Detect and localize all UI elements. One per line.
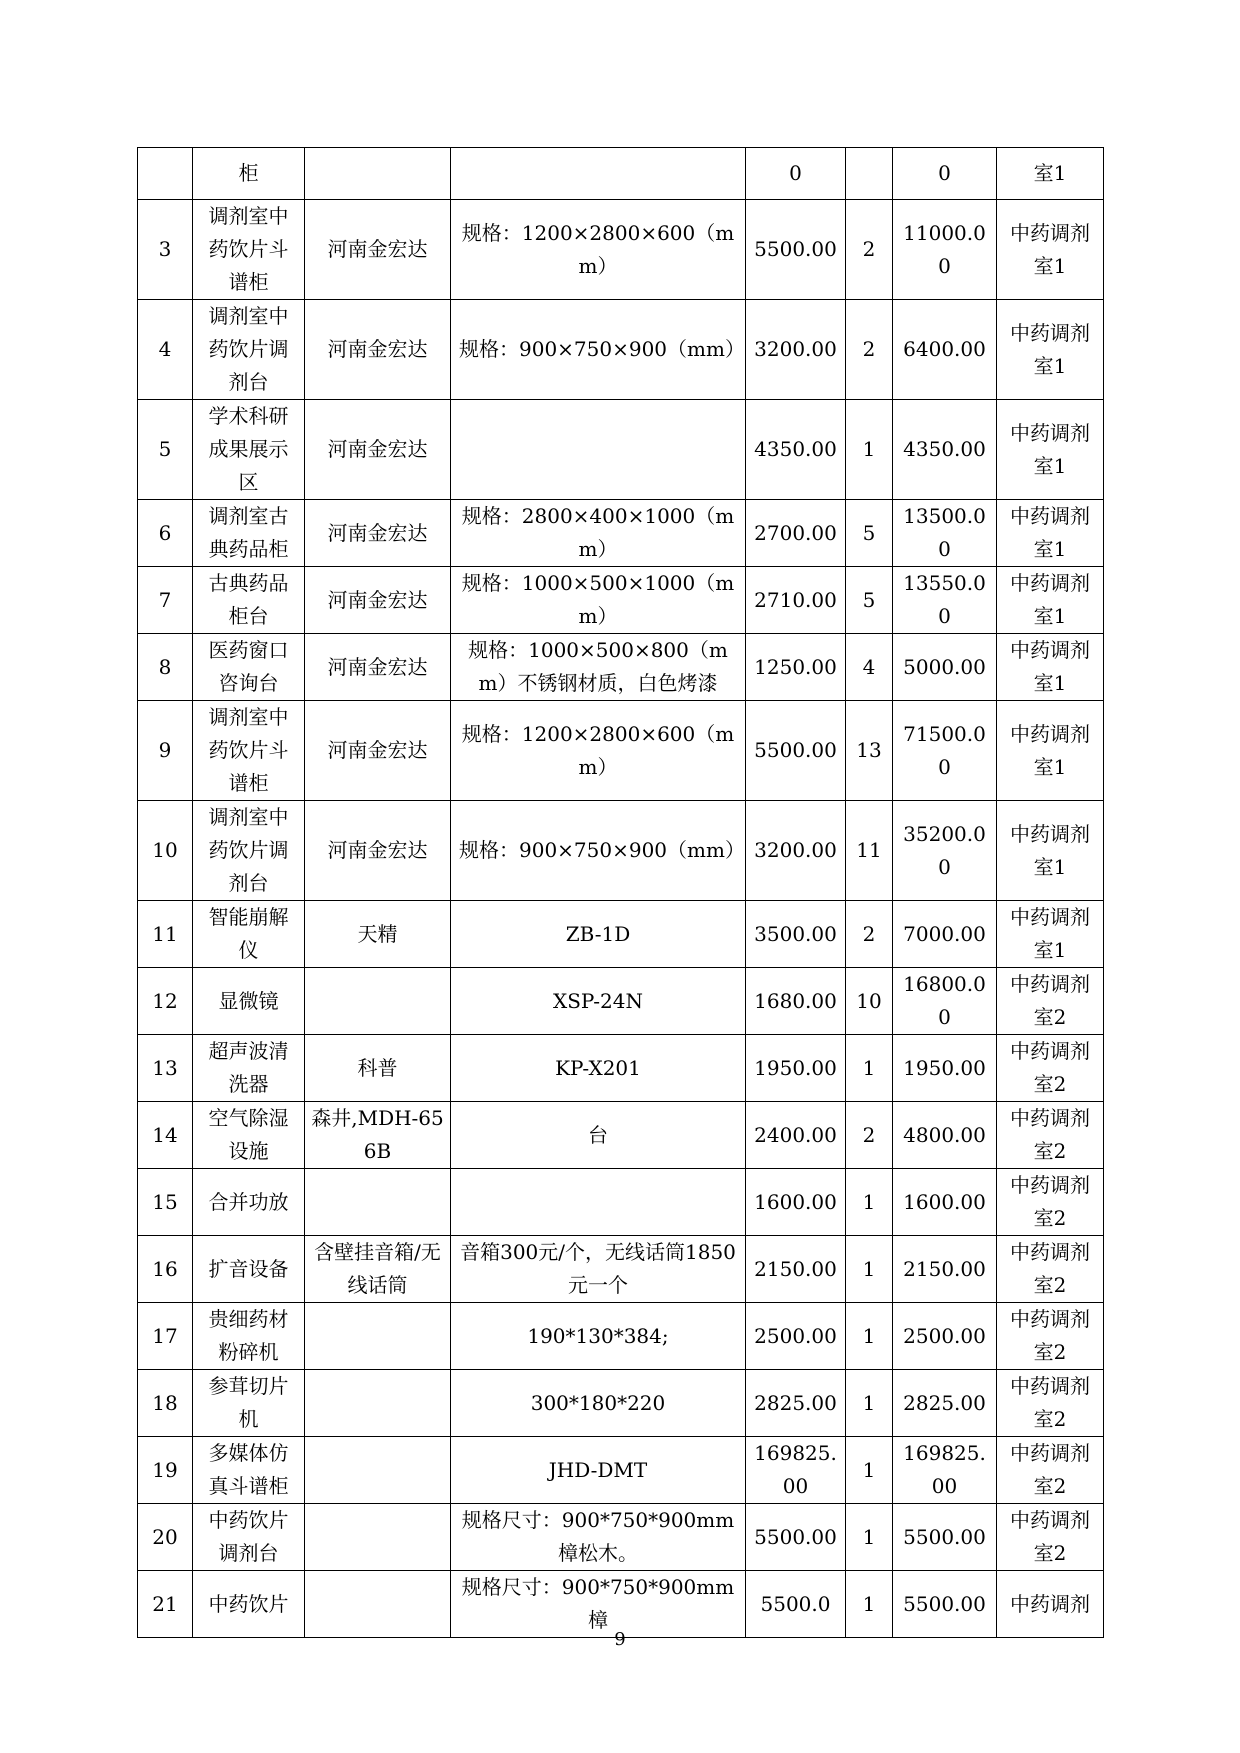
- page-number: 9: [614, 1629, 626, 1650]
- cell-total: 4350.00: [893, 400, 997, 500]
- cell-unit-price: 1600.00: [746, 1169, 846, 1236]
- cell-no: 6: [138, 500, 193, 567]
- cell-brand: [305, 1303, 451, 1370]
- cell-spec: 规格：1000×500×800（mm）不锈钢材质，白色烤漆: [451, 634, 746, 701]
- table-row: [138, 1370, 1104, 1437]
- cell-name: 调剂室中药饮片调剂台: [193, 300, 305, 400]
- cell-quantity: 13: [846, 701, 893, 801]
- cell-no: 14: [138, 1102, 193, 1169]
- cell-total: 16800.00: [893, 968, 997, 1035]
- cell-location: 中药调剂室1: [997, 901, 1104, 968]
- cell-name: 贵细药材粉碎机: [193, 1303, 305, 1370]
- cell-name: 柜: [193, 148, 305, 200]
- cell-no: 8: [138, 634, 193, 701]
- table-row: [138, 1437, 1104, 1504]
- cell-no: 9: [138, 701, 193, 801]
- cell-no: 12: [138, 968, 193, 1035]
- cell-name: 调剂室中药饮片调剂台: [193, 801, 305, 901]
- cell-location: 中药调剂室1: [997, 200, 1104, 300]
- cell-no: 16: [138, 1236, 193, 1303]
- cell-brand: [305, 968, 451, 1035]
- cell-spec: 规格：2800×400×1000（mm）: [451, 500, 746, 567]
- cell-name: 学术科研成果展示区: [193, 400, 305, 500]
- cell-no: 20: [138, 1504, 193, 1571]
- cell-name: 调剂室中药饮片斗谱柜: [193, 701, 305, 801]
- cell-spec: 规格尺寸：900*750*900mm 樟松木。: [451, 1504, 746, 1571]
- cell-name: 调剂室古典药品柜: [193, 500, 305, 567]
- cell-location: 中药调剂室1: [997, 634, 1104, 701]
- cell-unit-price: 5500.00: [746, 701, 846, 801]
- cell-brand: 河南金宏达: [305, 801, 451, 901]
- cell-location: 中药调剂: [997, 1571, 1104, 1638]
- cell-unit-price: 2150.00: [746, 1236, 846, 1303]
- cell-name: 多媒体仿真斗谱柜: [193, 1437, 305, 1504]
- cell-brand: 河南金宏达: [305, 200, 451, 300]
- cell-brand: 河南金宏达: [305, 701, 451, 801]
- cell-location: 室1: [997, 148, 1104, 200]
- cell-unit-price: 5500.00: [746, 200, 846, 300]
- cell-quantity: 1: [846, 1169, 893, 1236]
- table-row: [138, 1169, 1104, 1236]
- cell-spec: [451, 400, 746, 500]
- cell-total: 13550.00: [893, 567, 997, 634]
- cell-brand: 含壁挂音箱/无线话筒: [305, 1236, 451, 1303]
- cell-spec: 台: [451, 1102, 746, 1169]
- table-row: [138, 1035, 1104, 1102]
- cell-location: 中药调剂室2: [997, 1437, 1104, 1504]
- cell-brand: 森井,MDH-656B: [305, 1102, 451, 1169]
- cell-name: 参茸切片机: [193, 1370, 305, 1437]
- cell-quantity: 2: [846, 901, 893, 968]
- table-row: [138, 1504, 1104, 1571]
- cell-no: 11: [138, 901, 193, 968]
- cell-total: 2825.00: [893, 1370, 997, 1437]
- cell-quantity: 4: [846, 634, 893, 701]
- cell-spec: 规格：900×750×900（mm）: [451, 300, 746, 400]
- cell-spec: [451, 148, 746, 200]
- cell-name: 显微镜: [193, 968, 305, 1035]
- cell-location: 中药调剂室2: [997, 1370, 1104, 1437]
- cell-quantity: 2: [846, 300, 893, 400]
- cell-total: 7000.00: [893, 901, 997, 968]
- cell-no: 4: [138, 300, 193, 400]
- cell-unit-price: 2700.00: [746, 500, 846, 567]
- cell-unit-price: 5500.00: [746, 1504, 846, 1571]
- table-row: [138, 400, 1104, 500]
- cell-quantity: 1: [846, 1303, 893, 1370]
- cell-no: [138, 148, 193, 200]
- cell-brand: [305, 1370, 451, 1437]
- cell-name: 空气除湿设施: [193, 1102, 305, 1169]
- table-row: [138, 1236, 1104, 1303]
- cell-total: 5000.00: [893, 634, 997, 701]
- cell-spec: 规格：900×750×900（mm）: [451, 801, 746, 901]
- cell-brand: 河南金宏达: [305, 400, 451, 500]
- cell-no: 19: [138, 1437, 193, 1504]
- cell-unit-price: 2400.00: [746, 1102, 846, 1169]
- cell-name: 古典药品柜台: [193, 567, 305, 634]
- cell-unit-price: 2710.00: [746, 567, 846, 634]
- cell-unit-price: 4350.00: [746, 400, 846, 500]
- cell-quantity: 1: [846, 1504, 893, 1571]
- cell-spec: ZB-1D: [451, 901, 746, 968]
- cell-brand: 河南金宏达: [305, 300, 451, 400]
- cell-no: 21: [138, 1571, 193, 1638]
- cell-name: 医药窗口咨询台: [193, 634, 305, 701]
- table-row: [138, 567, 1104, 634]
- cell-spec: XSP-24N: [451, 968, 746, 1035]
- cell-total: 6400.00: [893, 300, 997, 400]
- cell-name: 超声波清洗器: [193, 1035, 305, 1102]
- cell-quantity: 5: [846, 567, 893, 634]
- cell-brand: [305, 1437, 451, 1504]
- cell-quantity: 2: [846, 1102, 893, 1169]
- table-row: [138, 1303, 1104, 1370]
- cell-unit-price: 3200.00: [746, 801, 846, 901]
- cell-brand: 科普: [305, 1035, 451, 1102]
- cell-total: 5500.00: [893, 1504, 997, 1571]
- cell-total: 35200.00: [893, 801, 997, 901]
- table-row: [138, 500, 1104, 567]
- cell-quantity: 2: [846, 200, 893, 300]
- cell-no: 5: [138, 400, 193, 500]
- cell-total: 5500.00: [893, 1571, 997, 1638]
- cell-location: 中药调剂室2: [997, 968, 1104, 1035]
- cell-brand: 河南金宏达: [305, 567, 451, 634]
- cell-no: 13: [138, 1035, 193, 1102]
- cell-location: 中药调剂室1: [997, 801, 1104, 901]
- cell-name: 智能崩解仪: [193, 901, 305, 968]
- cell-no: 3: [138, 200, 193, 300]
- cell-location: 中药调剂室1: [997, 500, 1104, 567]
- table-row: [138, 300, 1104, 400]
- cell-spec: 规格尺寸：900*750*900mm 樟: [451, 1571, 746, 1638]
- cell-quantity: 11: [846, 801, 893, 901]
- cell-spec: 300*180*220: [451, 1370, 746, 1437]
- cell-quantity: 1: [846, 1236, 893, 1303]
- cell-total: 2150.00: [893, 1236, 997, 1303]
- table-row: [138, 634, 1104, 701]
- cell-spec: [451, 1169, 746, 1236]
- cell-unit-price: 3200.00: [746, 300, 846, 400]
- cell-spec: KP-X201: [451, 1035, 746, 1102]
- cell-location: 中药调剂室2: [997, 1504, 1104, 1571]
- cell-location: 中药调剂室2: [997, 1236, 1104, 1303]
- cell-unit-price: 2825.00: [746, 1370, 846, 1437]
- cell-unit-price: 5500.0: [746, 1571, 846, 1638]
- cell-quantity: 1: [846, 1370, 893, 1437]
- table-row: [138, 701, 1104, 801]
- table-row: [138, 1102, 1104, 1169]
- cell-spec: 音箱300元/个，无线话筒1850元一个: [451, 1236, 746, 1303]
- cell-name: 中药饮片: [193, 1571, 305, 1638]
- cell-spec: 规格：1200×2800×600（mm）: [451, 701, 746, 801]
- cell-total: 1950.00: [893, 1035, 997, 1102]
- table-row: [138, 148, 1104, 200]
- cell-name: 调剂室中药饮片斗谱柜: [193, 200, 305, 300]
- equipment-table: [137, 147, 1104, 1638]
- cell-brand: [305, 1504, 451, 1571]
- cell-name: 扩音设备: [193, 1236, 305, 1303]
- cell-spec: 规格：1000×500×1000（mm）: [451, 567, 746, 634]
- cell-spec: 190*130*384;: [451, 1303, 746, 1370]
- cell-unit-price: 169825.00: [746, 1437, 846, 1504]
- cell-quantity: 1: [846, 1035, 893, 1102]
- cell-quantity: 10: [846, 968, 893, 1035]
- cell-total: 1600.00: [893, 1169, 997, 1236]
- cell-no: 17: [138, 1303, 193, 1370]
- cell-name: 合并功放: [193, 1169, 305, 1236]
- cell-brand: 天精: [305, 901, 451, 968]
- table-body: [138, 148, 1104, 1638]
- cell-no: 10: [138, 801, 193, 901]
- cell-total: 2500.00: [893, 1303, 997, 1370]
- cell-total: 11000.00: [893, 200, 997, 300]
- cell-unit-price: 1680.00: [746, 968, 846, 1035]
- cell-total: 0: [893, 148, 997, 200]
- cell-location: 中药调剂室1: [997, 400, 1104, 500]
- cell-name: 中药饮片调剂台: [193, 1504, 305, 1571]
- cell-unit-price: 1250.00: [746, 634, 846, 701]
- cell-total: 13500.00: [893, 500, 997, 567]
- cell-location: 中药调剂室1: [997, 701, 1104, 801]
- cell-location: 中药调剂室2: [997, 1169, 1104, 1236]
- cell-no: 7: [138, 567, 193, 634]
- cell-quantity: [846, 148, 893, 200]
- table-row: [138, 968, 1104, 1035]
- cell-quantity: 1: [846, 1571, 893, 1638]
- cell-location: 中药调剂室2: [997, 1303, 1104, 1370]
- cell-unit-price: 1950.00: [746, 1035, 846, 1102]
- cell-no: 18: [138, 1370, 193, 1437]
- cell-unit-price: 0: [746, 148, 846, 200]
- cell-unit-price: 2500.00: [746, 1303, 846, 1370]
- cell-location: 中药调剂室1: [997, 300, 1104, 400]
- cell-brand: 河南金宏达: [305, 634, 451, 701]
- cell-brand: [305, 148, 451, 200]
- table-row: [138, 801, 1104, 901]
- cell-spec: JHD-DMT: [451, 1437, 746, 1504]
- cell-quantity: 5: [846, 500, 893, 567]
- cell-brand: [305, 1169, 451, 1236]
- cell-location: 中药调剂室2: [997, 1102, 1104, 1169]
- table-row: [138, 200, 1104, 300]
- cell-quantity: 1: [846, 1437, 893, 1504]
- table-row: [138, 901, 1104, 968]
- cell-unit-price: 3500.00: [746, 901, 846, 968]
- cell-total: 4800.00: [893, 1102, 997, 1169]
- cell-brand: 河南金宏达: [305, 500, 451, 567]
- cell-total: 169825.00: [893, 1437, 997, 1504]
- cell-spec: 规格：1200×2800×600（mm）: [451, 200, 746, 300]
- cell-location: 中药调剂室1: [997, 567, 1104, 634]
- cell-total: 71500.00: [893, 701, 997, 801]
- cell-quantity: 1: [846, 400, 893, 500]
- cell-no: 15: [138, 1169, 193, 1236]
- cell-location: 中药调剂室2: [997, 1035, 1104, 1102]
